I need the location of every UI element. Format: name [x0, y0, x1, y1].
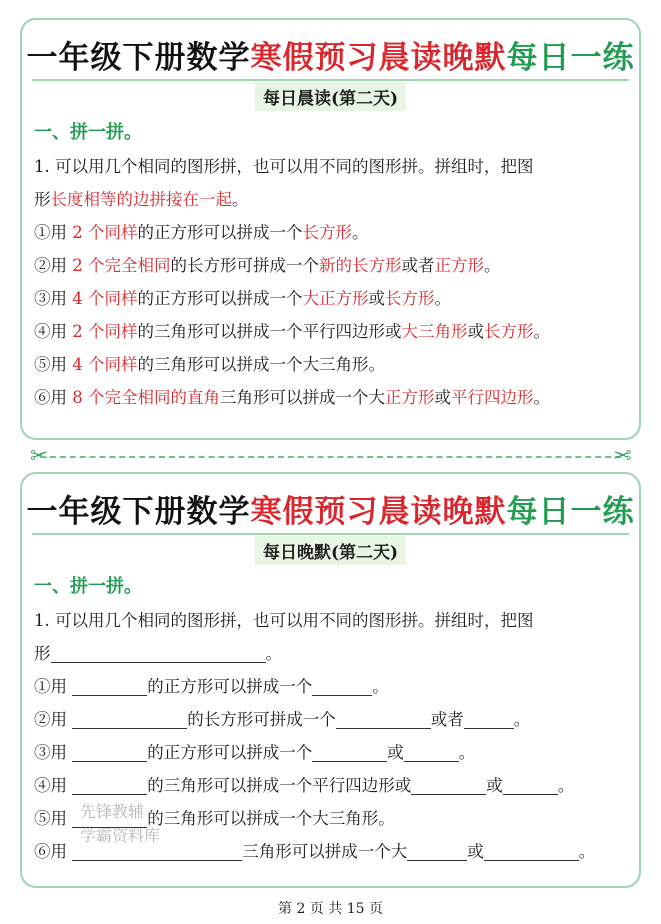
list-item: ②用 的长方形可拼成一个 或者 。	[34, 710, 531, 729]
list-item: ⑤用 的三角形可以拼成一个大三角形。	[34, 809, 395, 828]
card-subtitle: 每日晚默(第二天)	[22, 536, 639, 565]
content-lines	[34, 150, 631, 414]
list-item: ⑥用 8 个完全相同的直角三角形可以拼成一个大正方形或平行四边形。	[34, 388, 550, 407]
answer-blank[interactable]	[404, 743, 459, 762]
page-footer: 第 2 页 共 15 页	[278, 901, 383, 917]
text-line: 1. 可以用几个相同的图形拼，也可以用不同的图形拼。拼组时，把图	[34, 157, 534, 176]
scissors-icon: ✂	[612, 444, 631, 469]
answer-blank[interactable]	[503, 776, 558, 795]
scissors-icon: ✂	[30, 444, 49, 469]
answer-blank[interactable]	[336, 710, 431, 729]
list-item: ④用 的三角形可以拼成一个平行四边形或 或 。	[34, 776, 575, 795]
card-subtitle: 每日晨读(第二天)	[22, 82, 639, 111]
list-item: ①用 2 个同样的正方形可以拼成一个长方形。	[34, 223, 369, 242]
section-heading: 一、拼一拼。	[34, 576, 142, 597]
answer-blank[interactable]	[411, 776, 486, 795]
list-item: ③用 的正方形可以拼成一个 或 。	[34, 743, 476, 762]
morning-reading-card	[20, 18, 641, 440]
list-item: ⑥用 三角形可以拼成一个大 或 。	[34, 842, 596, 861]
text-line: 1. 可以用几个相同的图形拼，也可以用不同的图形拼。拼组时，把图	[34, 611, 534, 630]
list-item: ①用 的正方形可以拼成一个 。	[34, 677, 389, 696]
title-divider	[32, 79, 629, 81]
card-title: 一年级下册数学寒假预习晨读晚默每日一练	[26, 494, 635, 530]
answer-blank[interactable]	[407, 842, 467, 861]
section-heading: 一、拼一拼。	[34, 122, 142, 143]
text-line: 形 。	[34, 644, 282, 663]
title-divider	[32, 533, 629, 535]
answer-blank[interactable]	[484, 842, 579, 861]
list-item: ④用 2 个同样的三角形可以拼成一个平行四边形或大三角形或长方形。	[34, 322, 550, 341]
answer-blank[interactable]	[312, 743, 387, 762]
list-item: ③用 4 个同样的正方形可以拼成一个大正方形或长方形。	[34, 289, 451, 308]
watermark: 先锋教辅 学霸资料库	[80, 802, 161, 845]
answer-blank[interactable]	[72, 677, 147, 696]
answer-blank[interactable]	[51, 644, 266, 663]
list-item: ⑤用 4 个同样的三角形可以拼成一个大三角形。	[34, 355, 385, 374]
answer-blank[interactable]	[312, 677, 372, 696]
text-line: 形长度相等的边拼接在一起。	[34, 190, 249, 209]
answer-blank[interactable]	[464, 710, 514, 729]
answer-blank[interactable]	[72, 710, 187, 729]
answer-blank[interactable]	[72, 743, 147, 762]
list-item: ②用 2 个完全相同的长方形可拼成一个新的长方形或者正方形。	[34, 256, 501, 275]
card-title: 一年级下册数学寒假预习晨读晚默每日一练	[26, 40, 635, 76]
cut-line	[40, 456, 621, 458]
answer-blank[interactable]	[72, 776, 147, 795]
